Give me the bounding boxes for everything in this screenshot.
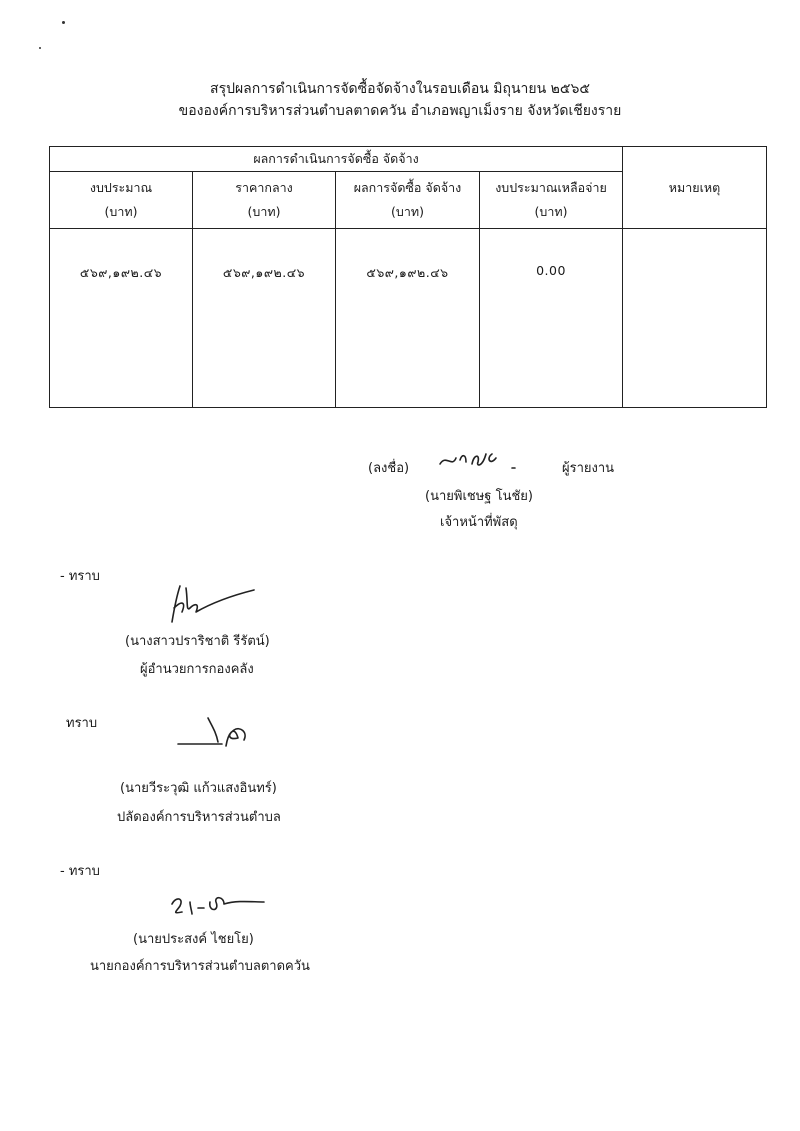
table-row (50, 229, 767, 408)
column-header-label: งบประมาณเหลือจ่าย (495, 180, 607, 195)
reporter-name: (นายพิเชษฐ โนชัย) (425, 489, 533, 504)
scan-speck (62, 21, 65, 24)
acknowledge-label: - ทราบ (60, 864, 100, 879)
cell-remaining: 0.00 (480, 229, 623, 408)
column-header-result (336, 172, 480, 229)
column-header-budget (50, 172, 193, 229)
signer-position: ผู้อำนวยการกองคลัง (140, 662, 254, 677)
group-header: ผลการดำเนินการจัดซื้อ จัดจ้าง (50, 147, 623, 172)
column-header-unit: (บาท) (534, 204, 568, 219)
procurement-summary-table (49, 146, 767, 408)
column-header-label: ราคากลาง (235, 180, 293, 195)
document-subtitle: ขององค์การบริหารส่วนตำบลตาดควัน อำเภอพญาเม็งราย จังหวัดเชียงราย (178, 103, 622, 119)
column-header-unit: (บาท) (391, 204, 424, 219)
cell-remark (623, 229, 767, 408)
column-header-label: งบประมาณ (89, 180, 153, 195)
column-header-unit: (บาท) (247, 204, 281, 219)
cell-result: ๕๖๙,๑๙๒.๔๖ (336, 229, 480, 408)
column-header-median-price (193, 172, 336, 229)
column-header-remaining (480, 172, 623, 229)
cell-budget: ๕๖๙,๑๙๒.๔๖ (50, 229, 193, 408)
deputy-chief-signature (174, 712, 254, 756)
reporter-role: ผู้รายงาน (562, 461, 615, 476)
finance-director-signature (160, 578, 260, 628)
reporter-position: เจ้าหน้าที่พัสดุ (440, 515, 518, 530)
sign-prefix: (ลงชื่อ) (368, 461, 410, 476)
signer-position: นายกองค์การบริหารส่วนตำบลตาดควัน (90, 959, 310, 974)
acknowledge-label: ทราบ (66, 716, 98, 731)
remark-header: หมายเหตุ (623, 147, 767, 229)
signer-name: (นางสาวปราริชาติ รีรัตน์) (125, 634, 270, 649)
chief-executive-signature (168, 892, 268, 920)
cell-median-price: ๕๖๙,๑๙๒.๔๖ (193, 229, 336, 408)
acknowledge-label: - ทราบ (60, 569, 100, 584)
reporter-signature (432, 444, 522, 474)
signer-name: (นายประสงค์ ไชยโย) (133, 932, 254, 947)
column-header-label: ผลการจัดซื้อ จัดจ้าง (353, 180, 462, 195)
signer-name: (นายวีระวุฒิ แก้วแสงอินทร์) (120, 781, 277, 796)
document-title: สรุปผลการดำเนินการจัดซื้อจัดจ้างในรอบเดือน มิถุนายน ๒๕๖๕ (210, 81, 590, 97)
signer-position: ปลัดองค์การบริหารส่วนตำบล (117, 810, 281, 825)
scan-speck (39, 47, 41, 49)
column-header-unit: (บาท) (104, 204, 138, 219)
